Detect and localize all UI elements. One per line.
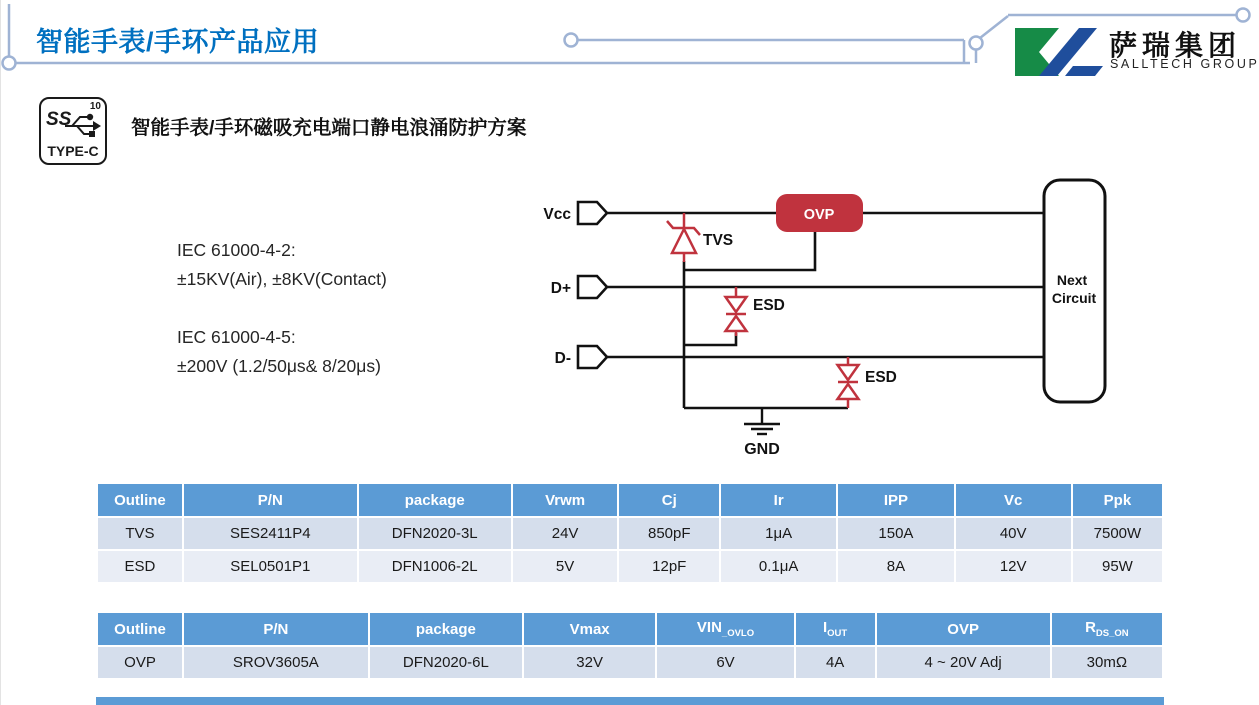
table-cell: 150A xyxy=(838,518,953,549)
column-header: Ppk xyxy=(1073,484,1162,516)
tvs-diode-icon xyxy=(667,213,700,262)
ovp-block-label: OVP xyxy=(803,207,835,223)
iec-standard-2 xyxy=(177,323,387,381)
ovp-block xyxy=(776,194,863,232)
table-cell: 95W xyxy=(1073,551,1162,582)
column-header: $R_{DS\_ON}$ xyxy=(1052,613,1162,645)
protection-circuit-diagram xyxy=(531,165,1131,465)
usb-10gbps-label: 10 xyxy=(89,101,101,112)
solution-subtitle: 智能手表/手环磁吸充电端口静电浪涌防护方案 xyxy=(131,117,527,139)
tvs-label: TVS xyxy=(703,232,734,249)
vcc-pin-connector xyxy=(578,202,607,224)
table-cell: TVS xyxy=(98,518,182,549)
table-cell: 30mΩ xyxy=(1052,647,1162,678)
dplus-pin-label: D+ xyxy=(550,280,571,297)
table-cell: 8A xyxy=(838,551,953,582)
column-header: $I_{OUT}$ xyxy=(796,613,875,645)
column-header: Outline xyxy=(98,484,182,516)
esd-diode-icon-1 xyxy=(726,287,747,336)
dminus-pin-connector xyxy=(578,346,607,368)
table-header-row xyxy=(98,484,1162,516)
dplus-pin-connector xyxy=(578,276,607,298)
table-row xyxy=(98,647,1162,678)
table-cell: DFN2020-6L xyxy=(370,647,522,678)
page-title: 智能手表/手环产品应用 xyxy=(36,27,320,57)
next-circuit-block xyxy=(1044,180,1105,402)
logo-emblem-icon xyxy=(1013,26,1105,78)
ground-icon xyxy=(744,408,780,434)
usb-ss-label: SS xyxy=(46,109,72,130)
table-cell: 7500W xyxy=(1073,518,1162,549)
column-header: Ir xyxy=(721,484,836,516)
table-cell: DFN1006-2L xyxy=(359,551,511,582)
table-cell: SROV3605A xyxy=(184,647,368,678)
ovp-spec-table xyxy=(96,611,1164,680)
column-header: Outline xyxy=(98,613,182,645)
table-cell: ESD xyxy=(98,551,182,582)
column-header: P/N xyxy=(184,613,368,645)
company-logo xyxy=(1013,24,1259,80)
table-cell: 5V xyxy=(513,551,618,582)
table-cell: 6V xyxy=(657,647,794,678)
column-header: Vmax xyxy=(524,613,655,645)
table-cell: DFN2020-3L xyxy=(359,518,511,549)
esd-diode-icon-2 xyxy=(838,357,859,408)
esd-label-1: ESD xyxy=(753,297,785,314)
iec-standard-1-title: IEC 61000-4-2: xyxy=(177,240,296,260)
iec-standard-1 xyxy=(177,236,387,294)
table-cell: 4A xyxy=(796,647,875,678)
dminus-pin-label: D- xyxy=(554,350,571,367)
table-cell: OVP xyxy=(98,647,182,678)
iec-standard-2-title: IEC 61000-4-5: xyxy=(177,327,296,347)
column-header: Vrwm xyxy=(513,484,618,516)
iec-standards xyxy=(177,236,387,410)
column-header: Cj xyxy=(619,484,719,516)
type-c-label: TYPE-C xyxy=(47,143,99,159)
iec-standard-2-value: ±200V (1.2/50μs& 8/20μs) xyxy=(177,356,381,376)
type-c-badge xyxy=(39,97,107,165)
column-header: package xyxy=(370,613,522,645)
tvs-esd-spec-table xyxy=(96,482,1164,584)
column-header: package xyxy=(359,484,511,516)
footer-accent-bar xyxy=(96,697,1164,705)
table-cell: 24V xyxy=(513,518,618,549)
table-cell: 850pF xyxy=(619,518,719,549)
column-header: $VIN_{\_OVLO}$ xyxy=(657,613,794,645)
table-cell: 12V xyxy=(956,551,1071,582)
column-header: Vc xyxy=(956,484,1071,516)
column-header: P/N xyxy=(184,484,357,516)
usb-trident-icon xyxy=(65,108,101,142)
gnd-label: GND xyxy=(744,441,780,458)
logo-company-name: 萨瑞集团 xyxy=(1109,30,1242,61)
table-cell: 4 ~ 20V Adj xyxy=(877,647,1050,678)
pin-connectors xyxy=(578,202,607,368)
column-header: IPP xyxy=(838,484,953,516)
table-cell: 0.1μA xyxy=(721,551,836,582)
table-header-row xyxy=(98,613,1162,645)
table-row xyxy=(98,551,1162,582)
table-cell: 1μA xyxy=(721,518,836,549)
esd-label-2: ESD xyxy=(865,369,897,386)
next-circuit-label-1: Next xyxy=(1056,272,1088,288)
logo-company-name-en: SALLTECH GROUP xyxy=(1110,57,1259,71)
table-row xyxy=(98,518,1162,549)
table-cell: SEL0501P1 xyxy=(184,551,357,582)
table-cell: 40V xyxy=(956,518,1071,549)
vcc-pin-label: Vcc xyxy=(543,206,571,223)
table-cell: 32V xyxy=(524,647,655,678)
table-cell: 12pF xyxy=(619,551,719,582)
column-header: OVP xyxy=(877,613,1050,645)
circuit-wires xyxy=(606,213,1044,408)
table-cell: SES2411P4 xyxy=(184,518,357,549)
next-circuit-label-2: Circuit xyxy=(1051,290,1097,306)
iec-standard-1-value: ±15KV(Air), ±8KV(Contact) xyxy=(177,269,387,289)
